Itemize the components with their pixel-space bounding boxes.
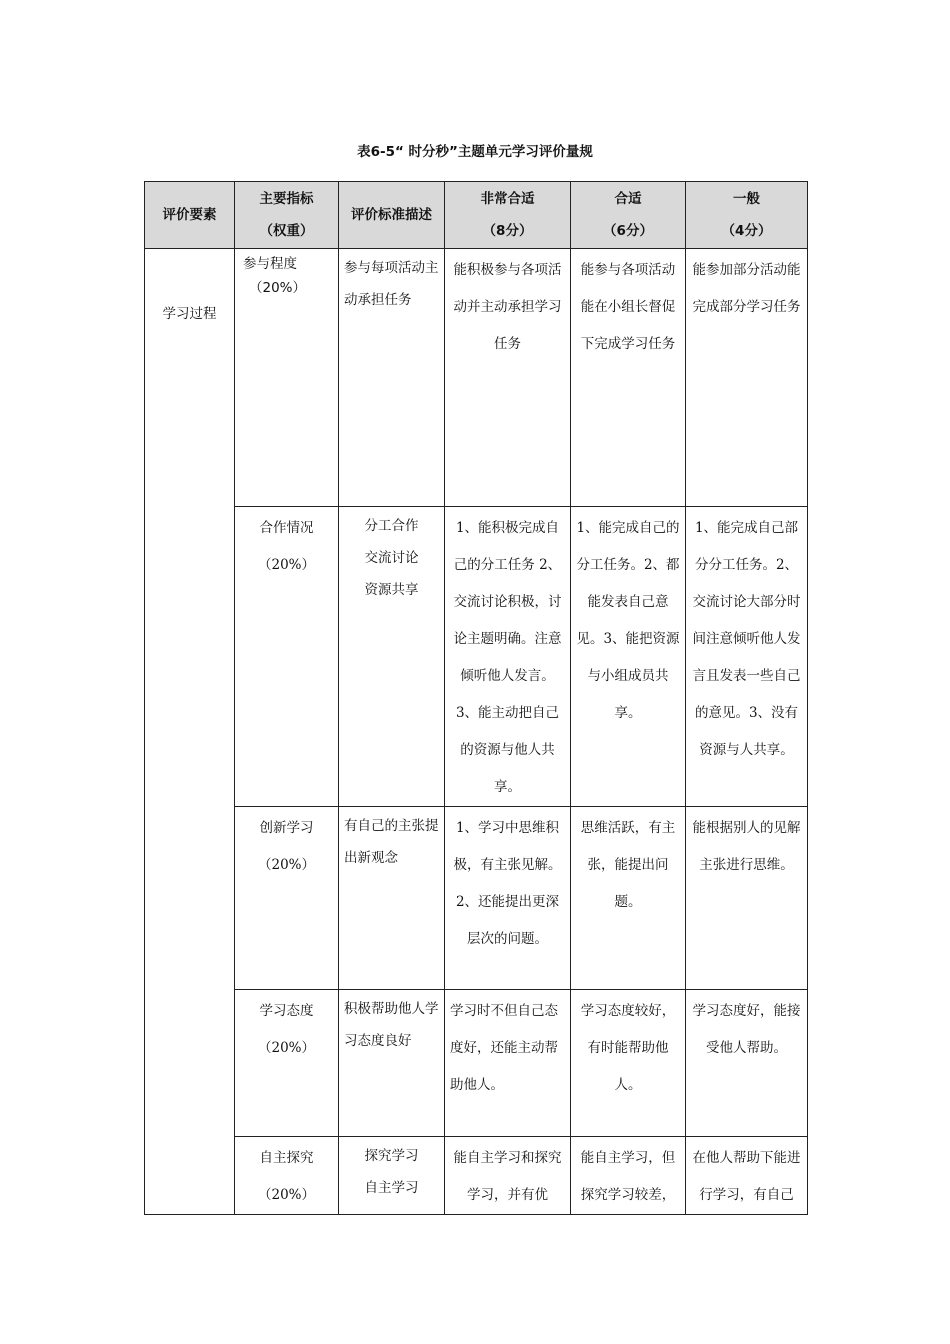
fair-cell — [686, 807, 808, 990]
indicator-cell — [235, 249, 339, 507]
excellent-text: 能自主学习和探究学习，并有优 — [453, 1150, 562, 1203]
indicator-cell — [235, 990, 339, 1137]
factor-label: 学习过程 — [162, 306, 217, 322]
fair-text: 能根据别人的见解主张进行思维。 — [692, 820, 801, 873]
fair-text: 在他人帮助下能进行学习，有自己 — [692, 1150, 801, 1203]
header-good: 合适 （6分） — [571, 182, 686, 249]
excellent-cell — [445, 807, 571, 990]
good-cell — [571, 990, 686, 1137]
fair-text: 学习态度好，能接受他人帮助。 — [692, 1003, 801, 1056]
evaluation-rubric-table — [144, 181, 808, 1215]
good-text: 思维活跃，有主张，能提出问题。 — [580, 820, 676, 910]
fair-cell — [686, 249, 808, 507]
indicator-cell — [235, 807, 339, 990]
criteria-text: 有自己的主张提出新观念 — [344, 818, 439, 866]
criteria-cell — [339, 807, 445, 990]
excellent-cell — [445, 507, 571, 807]
header-indicator: 主要指标 （权重） — [235, 182, 339, 249]
indicator-name: 合作情况 — [259, 520, 314, 536]
good-text: 能参与各项活动能在小组长督促下完成学习任务 — [580, 262, 676, 352]
indicator-weight: （20%） — [257, 857, 315, 873]
excellent-cell — [445, 1137, 571, 1215]
good-cell — [571, 249, 686, 507]
criteria-text: 积极帮助他人学习态度良好 — [344, 1001, 439, 1049]
good-cell — [571, 1137, 686, 1215]
indicator-name: 参与程度 — [243, 256, 297, 272]
header-criteria: 评价标准描述 — [339, 182, 445, 249]
excellent-text: 学习时不但自己态度好，还能主动帮助他人。 — [450, 1003, 558, 1093]
fair-cell — [686, 990, 808, 1137]
indicator-weight: （20%） — [249, 280, 307, 296]
criteria-item: 交流讨论 — [364, 550, 419, 566]
criteria-item: 自主学习 — [364, 1180, 419, 1196]
criteria-cell — [339, 507, 445, 807]
fair-cell — [686, 507, 808, 807]
excellent-cell — [445, 990, 571, 1137]
indicator-weight: （20%） — [257, 1040, 315, 1056]
table-row — [145, 1137, 808, 1215]
good-cell — [571, 807, 686, 990]
fair-cell — [686, 1137, 808, 1215]
criteria-cell — [339, 1137, 445, 1215]
criteria-item: 分工合作 — [364, 518, 419, 534]
criteria-item: 探究学习 — [364, 1148, 419, 1164]
table-row — [145, 990, 808, 1137]
indicator-name: 学习态度 — [259, 1003, 314, 1019]
excellent-text: 能积极参与各项活动并主动承担学习任务 — [453, 262, 562, 352]
indicator-name: 创新学习 — [259, 820, 314, 836]
criteria-item: 资源共享 — [364, 582, 419, 598]
excellent-text: 1、学习中思维积极，有主张见解。2、还能提出更深层次的问题。 — [453, 820, 562, 947]
table-caption: 表6-5“ 时分秒”主题单元学习评价量规 — [357, 144, 593, 160]
criteria-cell — [339, 990, 445, 1137]
factor-cell — [145, 249, 235, 1215]
table-row — [145, 807, 808, 990]
good-text: 学习态度较好，有时能帮助他人。 — [580, 1003, 676, 1093]
criteria-text: 参与每项活动主动承担任务 — [344, 260, 439, 308]
good-text: 能自主学习，但探究学习较差， — [580, 1150, 676, 1203]
indicator-cell — [235, 1137, 339, 1215]
good-cell — [571, 507, 686, 807]
indicator-weight: （20%） — [257, 1187, 315, 1203]
indicator-cell — [235, 507, 339, 807]
excellent-text: 1、能积极完成自己的分工任务 2、交流讨论积极，讨论主题明确。注意倾听他人发言。3、能主动把自己的资源与他人共享。 — [453, 520, 562, 795]
fair-text: 能参加部分活动能完成部分学习任务 — [692, 262, 801, 315]
header-row — [145, 182, 808, 249]
indicator-weight: （20%） — [257, 557, 315, 573]
good-text: 1、能完成自己的分工任务。2、都能发表自己意见。3、能把资源与小组成员共享。 — [576, 520, 680, 721]
excellent-cell — [445, 249, 571, 507]
indicator-name: 自主探究 — [259, 1150, 314, 1166]
table-row — [145, 249, 808, 507]
header-fair: 一般 （4分） — [686, 182, 808, 249]
fair-text: 1、能完成自己部分分工任务。2、交流讨论大部分时间注意倾听他人发言且发表一些自己的意见。3、没有资源与人共享。 — [692, 520, 801, 758]
criteria-cell — [339, 249, 445, 507]
table-row — [145, 507, 808, 807]
header-factor: 评价要素 — [145, 182, 235, 249]
header-excellent: 非常合适 （8分） — [445, 182, 571, 249]
